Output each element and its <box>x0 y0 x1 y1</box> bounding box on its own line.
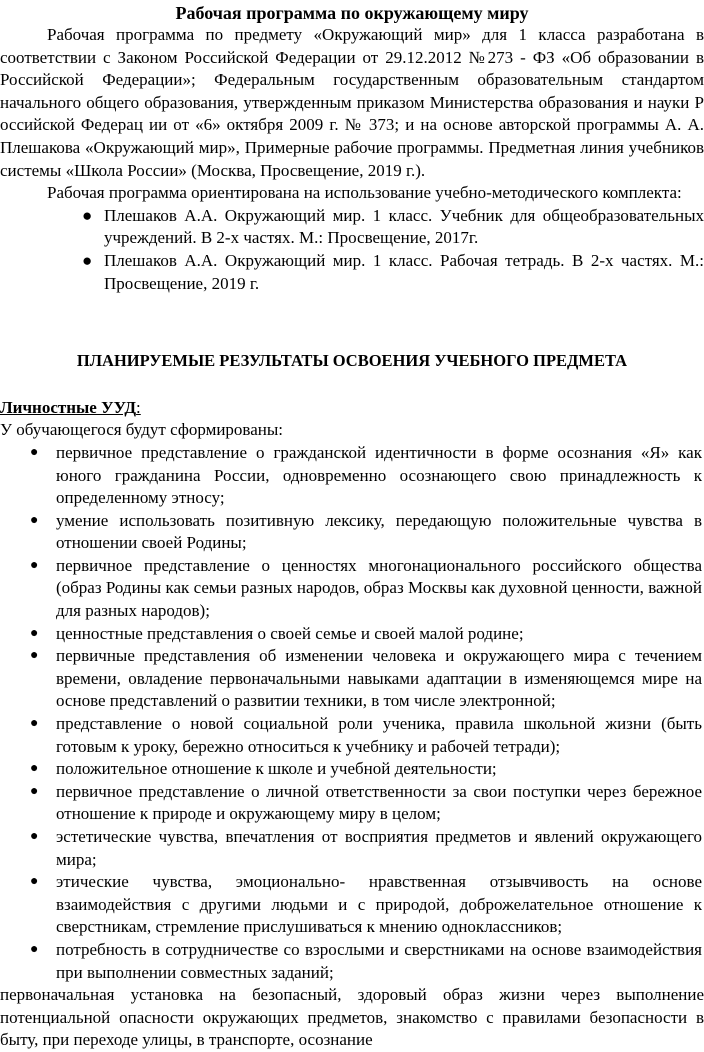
section-heading: ПЛАНИРУЕМЫЕ РЕЗУЛЬТАТЫ ОСВОЕНИЯ УЧЕБНОГО ПРЕДМЕТА <box>76 351 628 371</box>
result-item <box>0 781 704 826</box>
tail-paragraph: первоначальная установка на безопасный, здоровый образ жизни через выполнение потенциальной опасности окружающих предметов, знакомство с правилами безопасности в быту, при переходе улицы, в транспорте, осознание <box>0 985 704 1050</box>
result-text: потребность в сотрудничестве со взрослыми и сверстниками на основе взаимодействия при выполнении совместных заданий; <box>56 939 702 982</box>
result-item <box>0 645 704 713</box>
subheading <box>0 397 704 420</box>
kit-intro-paragraph: Рабочая программа ориентирована на использование учебно-методического комплекта: <box>47 183 682 203</box>
result-text: этические чувства, эмоционально- нравственная отзывчивость на основе взаимодействия с другими людьми и с природой, доброжелательное отношение к сверстникам, стремление прислушиваться к мнению одноклассников; <box>56 872 702 937</box>
subheading-text: Личностные УУД <box>0 397 137 417</box>
lead-text: У обучающегося будут сформированы: <box>0 420 284 440</box>
result-item <box>0 623 704 646</box>
bullet-icon: ● <box>30 941 39 957</box>
results-list <box>0 442 704 984</box>
bullet-icon: ● <box>30 444 39 460</box>
bullet-icon: ● <box>82 205 93 225</box>
result-text: первичное представление о гражданской идентичности в форме осознания «Я» как юного гражданина России, одновременно осознающего свою принадлежность к определенному этносу; <box>56 442 702 508</box>
bullet-icon: ● <box>30 716 39 732</box>
result-item <box>0 555 704 623</box>
bullet-icon: ● <box>30 761 39 777</box>
result-text: умение использовать позитивную лексику, передающую положительные чувства в отношении своей Родины; <box>56 510 702 553</box>
kit-list <box>0 205 704 295</box>
bullet-icon: ● <box>82 250 93 270</box>
bullet-icon: ● <box>30 829 39 844</box>
kit-list-item <box>0 250 704 295</box>
bullet-icon: ● <box>30 625 39 641</box>
bullet-icon: ● <box>30 512 39 528</box>
result-item <box>0 871 704 939</box>
page-title: Рабочая программа по окружающему миру <box>175 3 529 23</box>
result-text: первичное представление о ценностях многонационального российского общества (образ Родины как семьи разных народов, образ Москвы как духовной ценности, важной для разных народов); <box>56 555 702 621</box>
kit-item-text: Плешаков А.А. Окружающий мир. 1 класс. Учебник для общеобразовательных учреждений. В 2-х частях. М.: Просвещение, 2017г. <box>104 205 704 248</box>
result-item <box>0 713 704 758</box>
kit-item-text: Плешаков А.А. Окружающий мир. 1 класс. Рабочая тетрадь. В 2-х частях. М.: Просвещение, 2019 г. <box>104 250 704 293</box>
result-item <box>0 758 704 781</box>
result-item <box>0 826 704 871</box>
bullet-icon: ● <box>30 783 39 799</box>
result-item <box>0 442 704 510</box>
kit-list-item <box>0 205 704 250</box>
result-text: ценностные представления о своей семье и своей малой родине; <box>56 623 524 643</box>
subheading-colon: : <box>136 397 141 417</box>
result-text: положительное отношение к школе и учебной деятельности; <box>56 759 497 779</box>
result-text: первичное представление о личной ответственности за свои поступки через бережное отношение к природе и окружающему миру в целом; <box>56 781 702 824</box>
bullet-icon: ● <box>30 874 39 890</box>
bullet-icon: ● <box>30 648 39 664</box>
bullet-icon: ● <box>30 557 39 573</box>
result-text: эстетические чувства, впечатления от восприятия предметов и явлений окружающего мира; <box>56 827 702 869</box>
result-text: представление о новой социальной роли ученика, правила школьной жизни (быть готовым к уроку, бережно относиться к учебнику и рабочей тетради); <box>56 714 702 756</box>
intro-paragraph: Рабочая программа по предмету «Окружающий мир» для 1 класса разработана в соответствии с Законом Российской Федерации от 29.12.2012 №273 - ФЗ «Об образовании в Российской Федерации»; Федеральным государственным образовательным стандартом начального общего образования, утвержденным приказом Министерства образования и науки Р оссийской Федерац ии от «6» октября 2009 г. № 373; и на основе авторской программы А. А. Плешакова «Окружающий мир», Примерные рабочие программы. Предметная линия учебников системы «Школа России» (Москва, Просвещение, 2019 г.). <box>0 25 704 180</box>
result-item <box>0 939 704 984</box>
result-item <box>0 510 704 555</box>
result-text: первичные представления об изменении человека и окружающего мира с течением времени, овладение первоначальными навыками адаптации в изменяющемся мире на основе представлений о развитии техники, в том числе электронной; <box>56 646 702 711</box>
